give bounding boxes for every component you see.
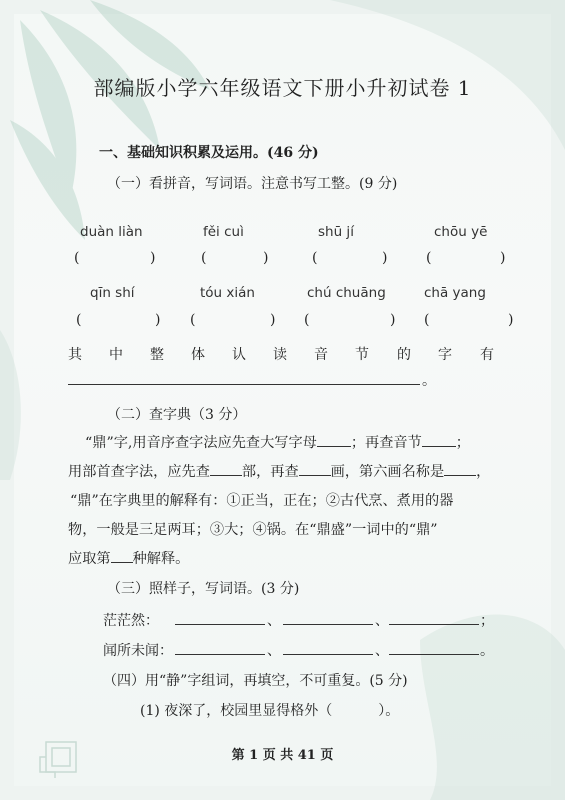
spaced-char: 体 xyxy=(191,347,205,363)
page-footer: 第 1 页 共 41 页 xyxy=(231,748,334,763)
text-segment: ；再查音节 xyxy=(350,435,422,451)
paragraph-line xyxy=(68,461,490,481)
paragraph-line: “鼎”在字典里的解释有：①正当，正在；②古代烹、煮用的器 xyxy=(70,493,454,509)
blank-meaning[interactable] xyxy=(111,548,133,563)
answer-line[interactable] xyxy=(68,384,420,385)
page-title: 部编版小学六年级语文下册小升初试卷 1 xyxy=(93,76,472,100)
answer-line[interactable] xyxy=(175,624,265,625)
pinyin-item: chōu yē xyxy=(434,224,488,240)
spaced-char: 其 xyxy=(68,347,82,363)
spaced-char: 中 xyxy=(109,347,123,363)
text-segment: ； xyxy=(455,435,470,451)
answer-box-open[interactable]: ( xyxy=(312,250,318,266)
blank-syllable[interactable] xyxy=(422,432,456,447)
answer-box-close[interactable]: ) xyxy=(150,250,156,266)
spaced-char: 有 xyxy=(480,347,494,363)
section-heading: 一、基础知识积累及运用。(46 分) xyxy=(99,145,319,161)
text-segment: 画，第六画名称是 xyxy=(330,464,445,480)
blank-strokes[interactable] xyxy=(299,461,331,476)
blank-radical[interactable] xyxy=(210,461,242,476)
paragraph-line xyxy=(85,432,470,452)
text-segment: (1) 夜深了，校园里显得格外（ xyxy=(140,703,333,719)
pinyin-item: chú chuāng xyxy=(307,285,386,301)
blank-letter[interactable] xyxy=(317,432,351,447)
answer-box-open[interactable]: ( xyxy=(190,312,196,328)
part3-heading: （三）照样子，写词语。(3 分) xyxy=(107,581,300,597)
spaced-char: 音 xyxy=(314,347,328,363)
paragraph-line xyxy=(68,548,189,568)
part4-heading: （四）用“静”字组词，再填空，不可重复。(5 分) xyxy=(103,673,408,689)
pinyin-item: chā yang xyxy=(424,285,486,301)
answer-box-close[interactable]: ) xyxy=(390,312,396,328)
answer-box-close[interactable]: ) xyxy=(500,250,506,266)
spaced-char: 节 xyxy=(355,347,369,363)
answer-box-open[interactable]: ( xyxy=(76,312,82,328)
paragraph-line: 物，一般是三足两耳；③大；④锅。在“鼎盛”一词中的“鼎” xyxy=(68,522,438,538)
text-segment: ）。 xyxy=(378,703,400,719)
blank-stroke-name[interactable] xyxy=(444,461,476,476)
text-segment: ， xyxy=(476,464,491,480)
separator: 、 xyxy=(375,613,389,629)
answer-box-open[interactable]: ( xyxy=(426,250,432,266)
spaced-char: 字 xyxy=(438,347,452,363)
pinyin-item: shū jí xyxy=(318,224,354,240)
pinyin-item: fěi cuì xyxy=(203,224,244,240)
example-word: 茫茫然： xyxy=(103,613,159,629)
answer-box-open[interactable]: ( xyxy=(304,312,310,328)
answer-line[interactable] xyxy=(389,654,479,655)
answer-box-close[interactable]: ) xyxy=(382,250,388,266)
question-line xyxy=(140,700,399,720)
spaced-char: 认 xyxy=(232,347,246,363)
separator: 、 xyxy=(267,643,281,659)
answer-box-open[interactable]: ( xyxy=(74,250,80,266)
answer-box-close[interactable]: ) xyxy=(155,312,161,328)
end-mark: 。 xyxy=(480,643,494,659)
answer-box-open[interactable]: ( xyxy=(201,250,207,266)
text-segment: “鼎”字,用音序查字法应先查大写字母 xyxy=(85,435,317,451)
pinyin-item: tóu xián xyxy=(200,285,255,301)
text-segment: 应取第 xyxy=(68,551,111,567)
answer-box-close[interactable]: ) xyxy=(508,312,514,328)
text-segment: 用部首查字法，应先查 xyxy=(68,464,210,480)
answer-box-open[interactable]: ( xyxy=(424,312,430,328)
spaced-char: 的 xyxy=(397,347,411,363)
pinyin-item: qīn shí xyxy=(90,285,135,301)
text-segment: 部，再查 xyxy=(241,464,299,480)
separator: 、 xyxy=(375,643,389,659)
end-mark: ； xyxy=(480,613,494,629)
answer-line[interactable] xyxy=(389,624,479,625)
spaced-char: 读 xyxy=(273,347,287,363)
end-mark: 。 xyxy=(422,373,436,389)
answer-box-close[interactable]: ) xyxy=(263,250,269,266)
text-segment: 种解释。 xyxy=(132,551,190,567)
answer-box-close[interactable]: ) xyxy=(270,312,276,328)
part1-heading: （一）看拼音，写词语。注意书写工整。(9 分) xyxy=(107,176,398,192)
answer-line[interactable] xyxy=(283,654,373,655)
spaced-char: 整 xyxy=(150,347,164,363)
example-word: 闻所未闻： xyxy=(103,643,173,659)
answer-line[interactable] xyxy=(283,624,373,625)
answer-line[interactable] xyxy=(175,654,265,655)
pinyin-item: duàn liàn xyxy=(80,224,143,240)
separator: 、 xyxy=(267,613,281,629)
part2-heading: （二）查字典（3 分） xyxy=(107,407,247,423)
